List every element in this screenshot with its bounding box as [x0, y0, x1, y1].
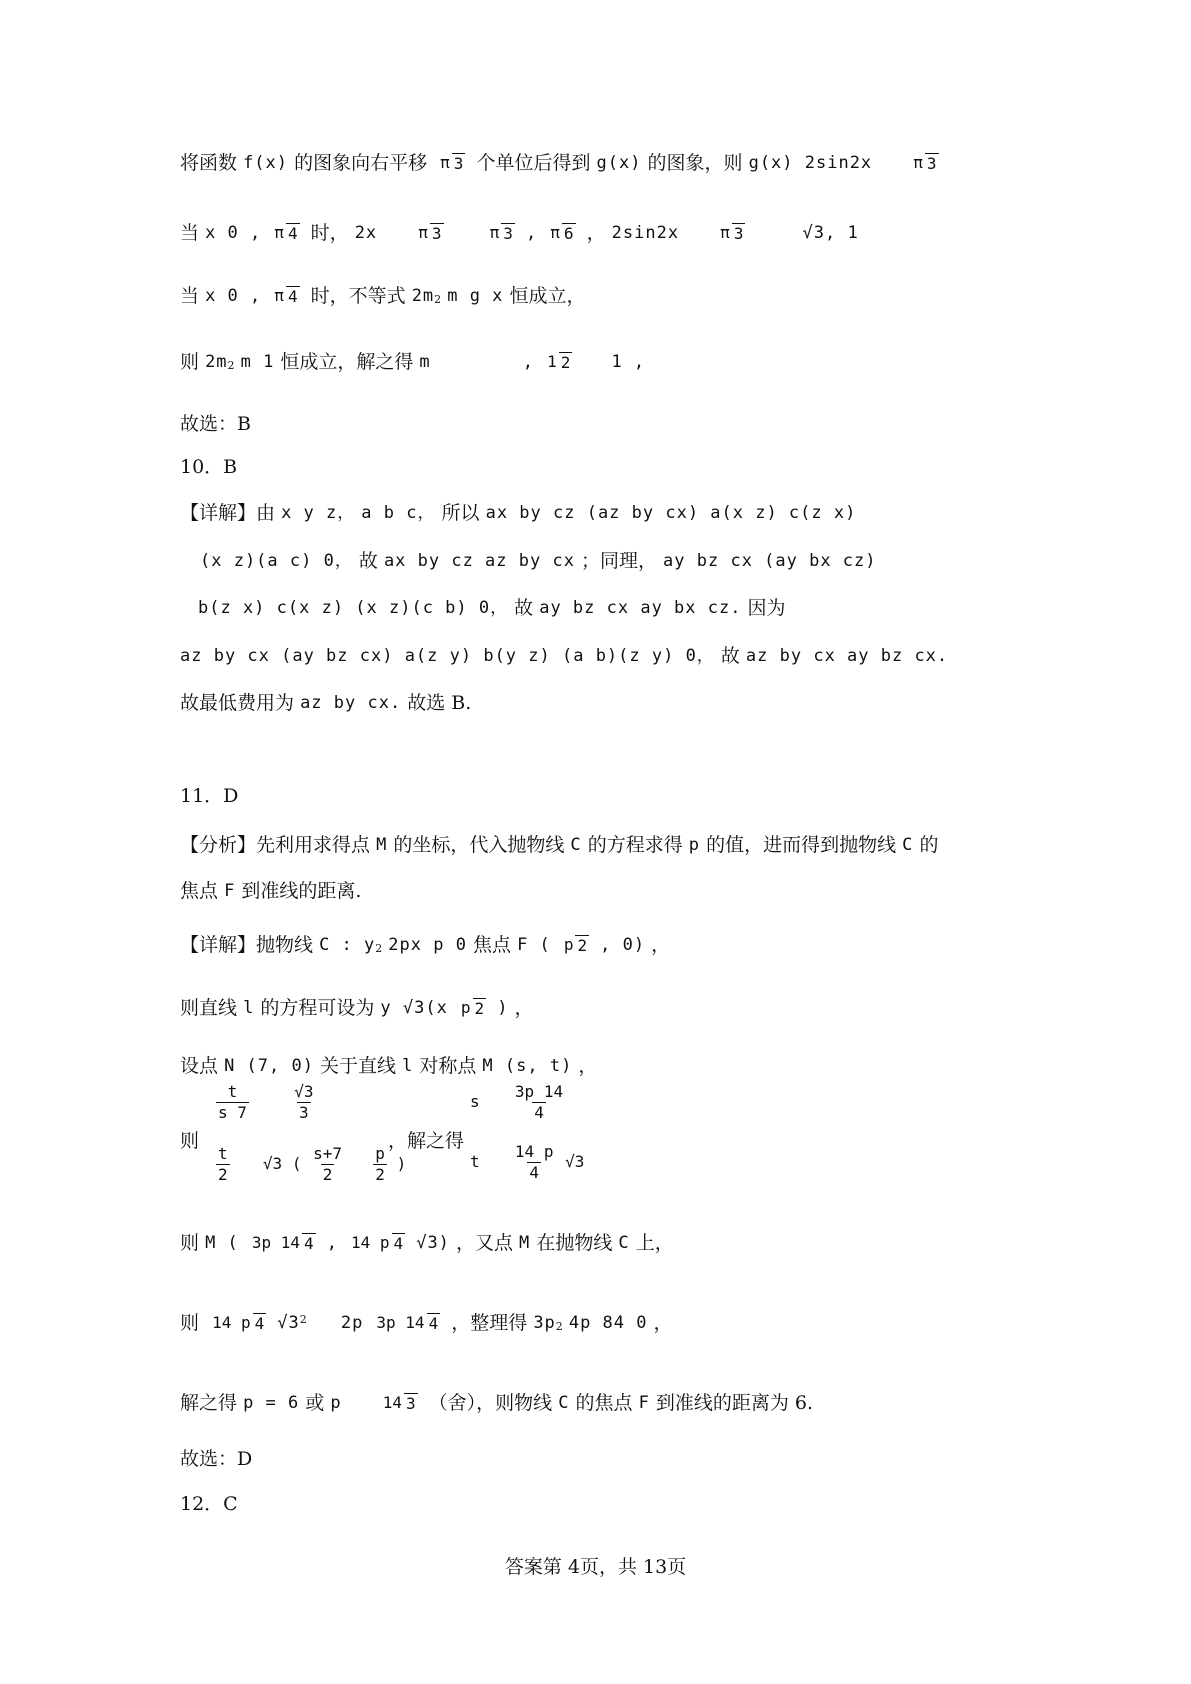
text: 的方程求得 [587, 834, 683, 856]
question-number-11: 11．D [180, 785, 239, 807]
line-substitute [180, 1310, 673, 1335]
text: 设点 [180, 1055, 219, 1077]
text: ， [514, 997, 534, 1019]
math-sqrt3: √3) [416, 1233, 450, 1253]
math-F: F [224, 881, 236, 901]
exponent: 2 [434, 293, 442, 306]
math-C: C [570, 835, 582, 855]
line-point-M [180, 1230, 674, 1255]
fraction-pi-6: π 6 [550, 223, 574, 243]
equation-row-2: $\frac{t}{2}$ √3 ( $\frac{s+7}{2}$ $\frac{p}{2}$ ) [218, 1144, 407, 1184]
fraction-p-2: p 2 [563, 935, 588, 955]
equation-system [180, 1082, 780, 1194]
math-abc: a b c， [361, 503, 436, 523]
text: 故选 B. [407, 692, 472, 714]
text: 的值，进而得到抛物线 [706, 834, 897, 856]
text: 则直线 [180, 997, 238, 1019]
exponent: 2 [555, 1320, 563, 1333]
line-detail-10-conclusion [180, 690, 471, 715]
text: 上， [635, 1232, 674, 1254]
math-p-equals: p = 6 [243, 1393, 300, 1413]
text: ；同理， [580, 550, 657, 572]
math-expression: m 1 [240, 352, 275, 372]
math-C: C [618, 1233, 630, 1253]
fraction-pi-3: π 3 [440, 153, 464, 173]
fraction-pi-4: π 4 [274, 223, 298, 243]
question-number-12: 12．C [180, 1493, 238, 1515]
math-expression: ax by cz (az by cx) a(x z) c(z x) [485, 503, 857, 523]
text: 【详解】由 [180, 502, 276, 524]
answer-choice-9: 故选：B [180, 413, 251, 435]
math-l: l [402, 1056, 414, 1076]
exponent: 2 [299, 1313, 307, 1326]
line-symmetric-point [180, 1053, 597, 1078]
equation-row-1: $\frac{t}{s 7}$ $\frac{√3}{3}$ [218, 1082, 314, 1122]
text: 将函数 [180, 152, 238, 174]
line-solve-m [180, 349, 645, 374]
comma: , [522, 352, 535, 372]
math-p: p [688, 835, 701, 855]
math-expression: ay bz cx ay bx cz. [539, 598, 742, 618]
fraction: 14 p 4 [350, 1233, 404, 1253]
text: 则 [180, 1130, 200, 1152]
paren: ) [497, 998, 509, 1018]
math-interval: x 0 , [205, 286, 262, 306]
math-M: M ( [205, 1233, 239, 1253]
math-l: l [243, 998, 255, 1018]
fraction-pi-3: π 3 [418, 223, 442, 243]
math-N: N (7, 0) [224, 1056, 314, 1076]
math-expression: 2px p 0 [388, 935, 467, 955]
text: ， [651, 934, 671, 956]
math-3p: 3p [533, 1313, 556, 1333]
text: 则 [180, 1232, 200, 1254]
text: 的坐标，代入抛物线 [393, 834, 565, 856]
text: 故 [514, 597, 534, 619]
line-range-of-x [180, 220, 859, 245]
fraction: 3p 14 4 [376, 1313, 439, 1333]
math-interval: x 0 , [205, 223, 262, 243]
text: 恒成立，解之得 [280, 351, 414, 373]
text: （舍），则物线 [428, 1392, 553, 1414]
math-inequality: m g x [447, 286, 504, 306]
text: 时， [310, 222, 349, 244]
math-expression: ax by cz az by cx [383, 551, 575, 571]
fraction-1-2: 1 2 [547, 352, 571, 372]
text: 的图象，则 [647, 152, 743, 174]
math-g-formula: g(x) 2sin2x [748, 153, 873, 173]
math-expression: ay bz cx (ay bx cz) [663, 551, 877, 571]
math-focus-end: , 0) [600, 935, 646, 955]
math-expression: az by cx ay bz cx. [745, 646, 949, 666]
text: 则 [180, 1312, 200, 1334]
exponent: 2 [227, 359, 235, 372]
solution-t: t $\frac{14 p}{4}$ √3 [470, 1142, 585, 1182]
text: 所以 [441, 502, 480, 524]
text: 故 [358, 550, 378, 572]
fraction-pi-4: π 4 [274, 286, 298, 306]
comma: , [326, 1233, 338, 1253]
math-2p: 2p [340, 1313, 364, 1333]
text: 在抛物线 [536, 1232, 613, 1254]
text: 解之得 [180, 1392, 238, 1414]
fraction-pi-3: π 3 [913, 153, 937, 173]
math-focus: F ( [517, 935, 551, 955]
line-analysis-11-cont [180, 878, 361, 903]
fraction: 3p 14 4 [251, 1233, 314, 1253]
math-expression: az by cx. [300, 693, 402, 713]
text: 的 [919, 834, 939, 856]
solution-s: s $\frac{3p 14}{4}$ [470, 1082, 564, 1122]
math-gx: g(x) [596, 153, 642, 173]
line-detail-10-cont [198, 595, 786, 620]
text: 故最低费用为 [180, 692, 295, 714]
text: ，解之得 [388, 1130, 465, 1152]
math-expression: az by cx (ay bz cx) a(z y) b(y z) (a b)(z y) 0， [180, 646, 715, 666]
line-analysis-11 [180, 832, 938, 857]
text: 时，不等式 [310, 285, 406, 307]
math-m: m [419, 352, 431, 372]
math-xyz: x y z， [281, 503, 356, 523]
math-M: M [519, 1233, 531, 1253]
math-parabola: C : y [319, 935, 376, 955]
exponent: 2 [375, 942, 383, 955]
math-M: M [376, 835, 388, 855]
text: 的图象向右平移 [294, 152, 428, 174]
line-solve-p [180, 1390, 813, 1415]
line-detail-11 [180, 932, 670, 957]
answer-choice-11: 故选：D [180, 1448, 253, 1470]
text: 的方程可设为 [260, 997, 375, 1019]
math-fx: f(x) [243, 153, 289, 173]
comma: , [525, 223, 538, 243]
line-detail-10-cont [200, 548, 877, 573]
math-expression: y √3(x [380, 998, 448, 1018]
line-translate-function [180, 150, 944, 175]
math-C: C [558, 1393, 570, 1413]
text: ， [653, 1312, 673, 1334]
text: 关于直线 [320, 1055, 397, 1077]
text: 当 [180, 222, 200, 244]
text: 恒成立， [509, 285, 586, 307]
text: ， [578, 1055, 598, 1077]
text: 的焦点 [575, 1392, 633, 1414]
math-F: F [638, 1393, 650, 1413]
text: 当 [180, 285, 200, 307]
line-line-equation [180, 995, 534, 1020]
math-C: C [902, 835, 914, 855]
text: ， [586, 222, 606, 244]
text: 则 [180, 351, 200, 373]
line-detail-10 [180, 500, 856, 525]
text: 到准线的距离为 6. [655, 1392, 814, 1414]
text: 或 [305, 1392, 325, 1414]
text: 【详解】抛物线 [180, 934, 314, 956]
text: 个单位后得到 [476, 152, 591, 174]
text: 焦点 [180, 880, 219, 902]
math-2x: 2x [354, 223, 378, 243]
math-p: p [330, 1393, 342, 1413]
math-range-result: √3, 1 [802, 223, 859, 243]
line-detail-10-cont [180, 643, 948, 668]
fraction-14-3: 14 3 [382, 1393, 416, 1413]
text: 焦点 [473, 934, 512, 956]
text: 因为 [747, 597, 786, 619]
text: ，又点 [455, 1232, 513, 1254]
math-expression: 4p 84 0 [568, 1313, 648, 1333]
text: 故 [720, 645, 740, 667]
page-footer: 答案第 4页，共 13页 [504, 1556, 687, 1578]
math-expression: b(z x) c(x z) (x z)(c b) 0， [198, 598, 509, 618]
text: 到准线的距离. [241, 880, 362, 902]
math-2m: 2m [205, 352, 228, 372]
math-2sin2x: 2sin2x [611, 223, 680, 243]
text: 【分析】先利用求得点 [180, 834, 371, 856]
question-number-10: 10．B [180, 456, 238, 478]
math-expression: (x z)(a c) 0， [200, 551, 353, 571]
line-inequality [180, 283, 585, 308]
fraction: 14 p 4 [212, 1313, 265, 1333]
text: ，整理得 [451, 1312, 528, 1334]
math-2m: 2m [411, 286, 435, 306]
math-M: M (s, t) [482, 1056, 573, 1076]
math-sqrt3: √3 [277, 1313, 300, 1333]
fraction-p-2: p 2 [460, 998, 485, 1018]
text: 对称点 [419, 1055, 477, 1077]
fraction-pi-3: π 3 [489, 223, 513, 243]
math-one: 1 , [611, 352, 646, 372]
fraction-pi-3: π 3 [720, 223, 744, 243]
